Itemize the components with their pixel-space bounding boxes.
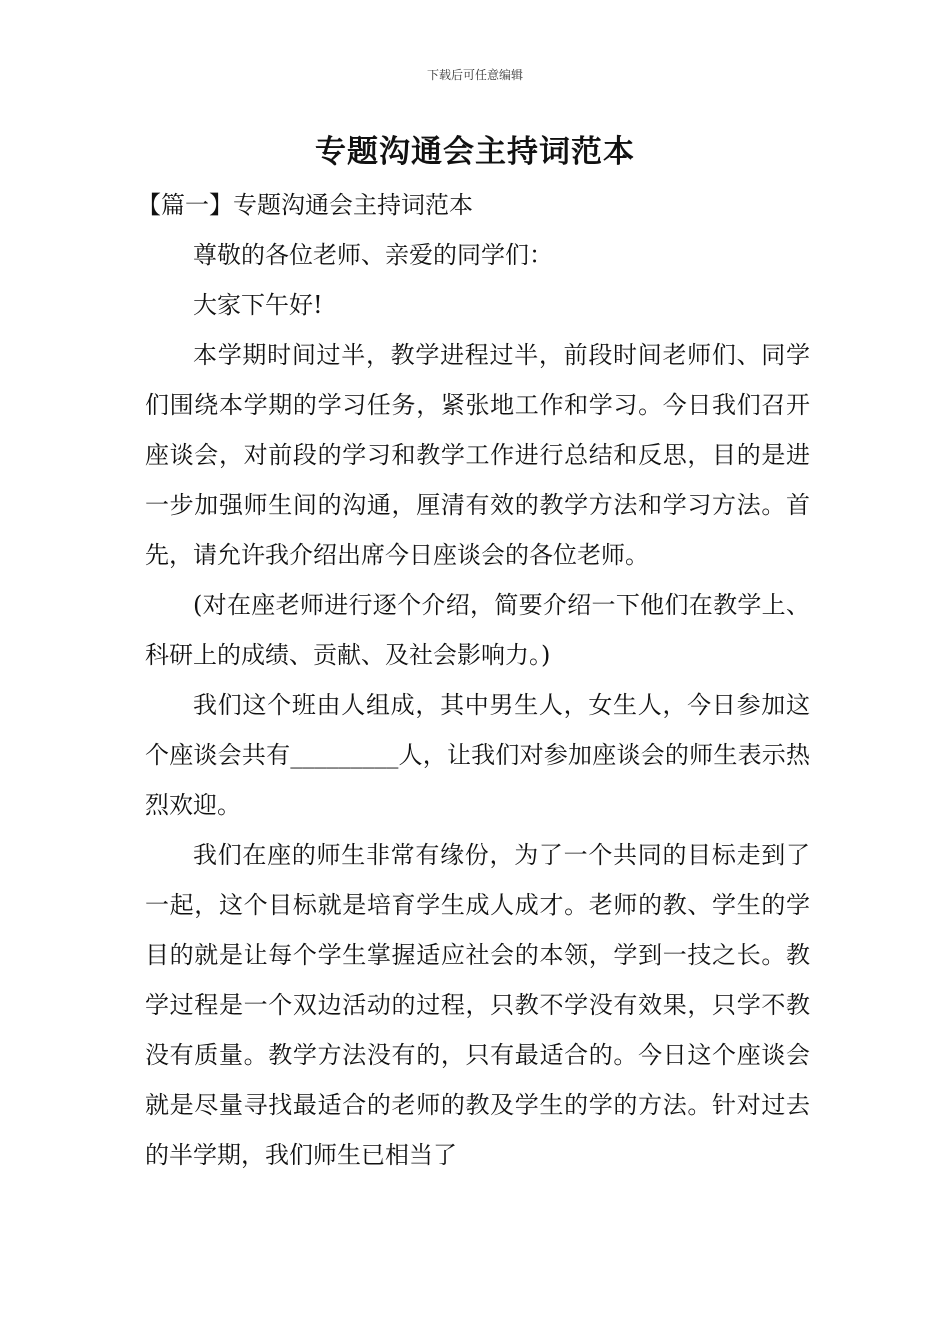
class-info-text-start: 我们这个班由人组成，其中男生人，女生人，今日参加这个座谈会共有 [145,691,810,769]
document-title: 专题沟通会主持词范本 [315,134,635,170]
paragraph-class-info [145,680,810,830]
paragraph-greeting: 尊敬的各位老师、亲爱的同学们： [193,241,553,269]
class-info-text-end: 人，让我们对参加座谈会的师生表示热烈欢迎。 [145,741,811,819]
header-note: 下载后可任意编辑 [426,68,523,82]
paragraph-purpose: 我们在座的师生非常有缘份，为了一个共同的目标走到了一起，这个目标就是培育学生成人成才。老师的教、学生的学目的就是让每个学生掌握适应社会的本领，学到一技之长。教学过程是一个双边活动的过程，只教不学没有效果，只学不教没有质量。教学方法没有的，只有最适合的。今日这个座谈会就是尽量寻找最适合的老师的教及学生的学的方法。针对过去的半学期，我们师生已相当了 [145,841,810,1169]
attendee-count-blank: _________ [290,741,399,769]
document-body [137,180,811,1180]
paragraph-intro: 本学期时间过半，教学进程过半，前段时间老师们、同学们围绕本学期的学习任务，紧张地工作和学习。今日我们召开座谈会，对前段的学习和教学工作进行总结和反思，目的是进一步加强师生间的沟通，厘清有效的教学方法和学习方法。首先，请允许我介绍出席今日座谈会的各位老师。 [145,341,810,569]
paragraph-teacher-intro-note: (对在座老师进行逐个介绍，简要介绍一下他们在教学上、科研上的成绩、贡献、及社会影响力。) [145,591,810,669]
paragraph-salutation: 大家下午好! [193,291,323,319]
section-heading: 【篇一】专题沟通会主持词范本 [137,191,473,219]
